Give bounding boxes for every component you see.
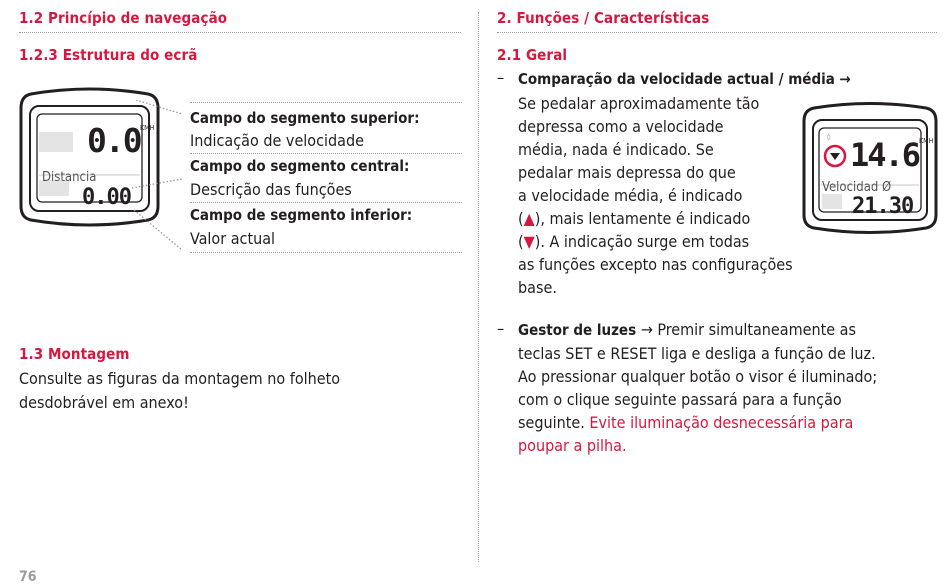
rule-divider — [19, 32, 461, 33]
item-text-fragment: ), mais lentamente é indicado — [534, 209, 751, 228]
device-unit: KMH — [919, 137, 934, 145]
warning-text: poupar a pilha. — [518, 436, 627, 455]
item-title-light-manager: Gestor de luzes — [518, 321, 637, 339]
paren: ( — [518, 209, 524, 228]
page-number: 76 — [19, 569, 37, 585]
item-text-line: Se pedalar aproximadamente tão — [518, 94, 760, 113]
callout-leaders — [130, 100, 190, 270]
callout-middle-title: Campo do segmento central: — [190, 157, 410, 175]
section-title-functions: 2. Funções / Características — [497, 9, 710, 27]
item-text-line: teclas SET e RESET liga e desliga a função de luz. — [518, 344, 876, 363]
item-text-fragment: → Premir simultaneamente as — [640, 320, 856, 339]
item-text-block — [518, 92, 793, 299]
column-divider — [478, 12, 479, 562]
callout-lower-text: Valor actual — [190, 229, 276, 248]
callout-upper-text: Indicação de velocidade — [190, 131, 364, 150]
item-text-line: depressa como a velocidade — [518, 117, 724, 136]
item-first-line — [518, 318, 877, 342]
device-function-label: Distancia — [42, 170, 97, 185]
item-text-line: média, nada é indicado. Se — [518, 140, 714, 159]
list-dash: – — [497, 68, 505, 87]
item-text-line: Ao pressionar qualquer botão o visor é iluminado; — [518, 367, 878, 386]
device-value-readout: 21.30 — [852, 194, 914, 219]
item-text-fragment: ). A indicação surge em todas — [534, 232, 750, 251]
item-text-line-up — [518, 207, 793, 230]
subsection-title-screen-structure: 1.2.3 Estrutura do ecrã — [19, 46, 198, 64]
device-speed-readout: 0.0 — [87, 121, 141, 160]
callout-rule — [190, 102, 462, 103]
item-text-line-down — [518, 230, 793, 253]
mounting-text-line: desdobrável em anexo! — [19, 393, 189, 412]
warning-text: Evite iluminação desnecessária para — [589, 413, 854, 432]
callout-rule — [190, 252, 462, 253]
item-text-line: as funções excepto nas configurações — [518, 255, 793, 274]
item-text-line: pedalar mais depressa do que — [518, 163, 736, 182]
mounting-text-line: Consulte as figuras da montagem no folheto — [19, 369, 341, 388]
callout-lower-title: Campo de segmento inferior: — [190, 206, 413, 224]
rule-divider — [497, 32, 937, 33]
item-text-fragment: seguinte. — [518, 413, 585, 432]
callout-upper-title: Campo do segmento superior: — [190, 109, 420, 127]
item-text-line-mixed — [518, 411, 877, 434]
section-title-mounting: 1.3 Montagem — [19, 345, 130, 363]
section-title-navigation: 1.2 Princípio de navegação — [19, 9, 228, 27]
triangle-down-icon: ▼ — [523, 232, 535, 251]
device-value-readout: 0.00 — [82, 185, 131, 210]
list-dash: – — [497, 319, 505, 338]
item-text-block — [518, 318, 877, 457]
triangle-up-icon: ▲ — [523, 209, 535, 228]
subsection-title-general: 2.1 Geral — [497, 46, 568, 64]
device-speed-readout: 14.6 — [850, 136, 920, 174]
device-function-label: Velocidad Ø — [822, 180, 892, 195]
callout-rule — [190, 153, 462, 154]
item-title-speed-comparison: Comparação da velocidade actual / média → — [518, 70, 851, 88]
svg-text:◊: ◊ — [827, 133, 831, 141]
item-text-line: base. — [518, 278, 557, 297]
callout-middle-text: Descrição das funções — [190, 180, 352, 199]
item-text-line: com o clique seguinte passará para a função — [518, 390, 842, 409]
callout-rule — [190, 202, 462, 203]
paren: ( — [518, 232, 524, 251]
device-illustration — [800, 99, 940, 237]
item-text-line: a velocidade média, é indicado — [518, 186, 743, 205]
device-unit: KMH — [140, 124, 155, 132]
